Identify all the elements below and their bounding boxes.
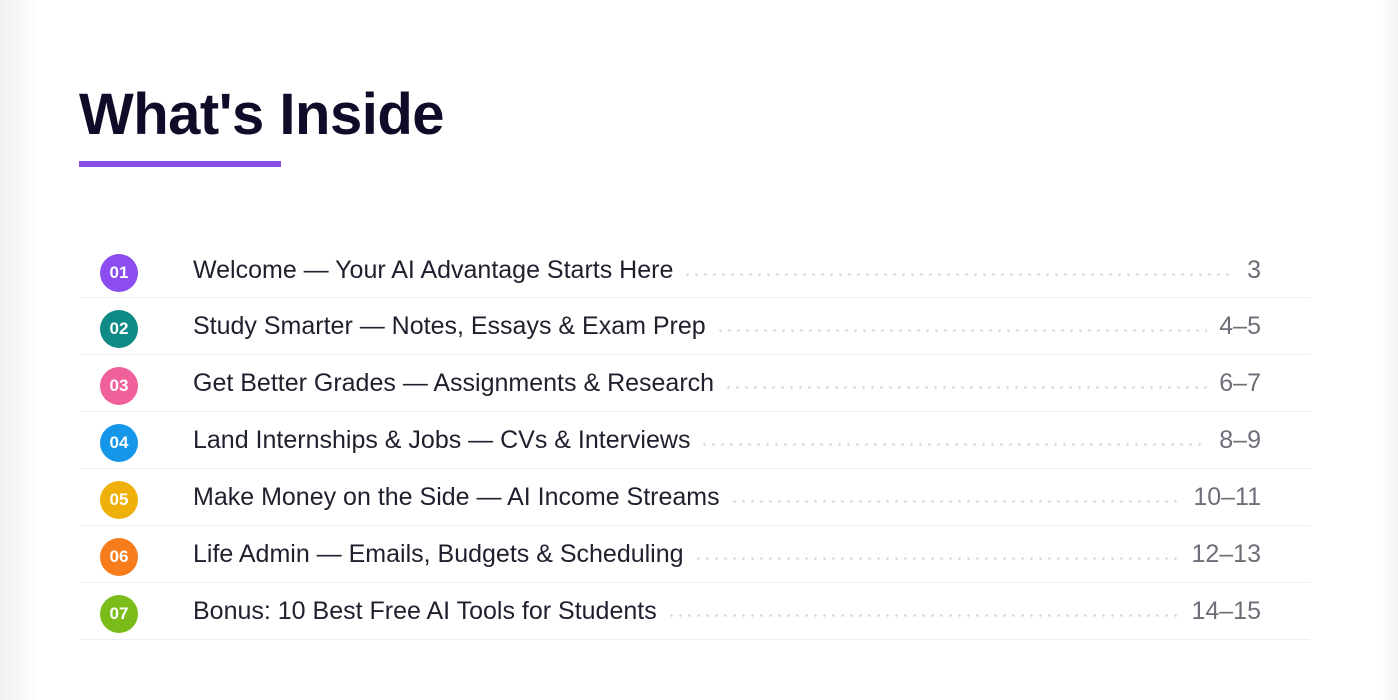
chapter-number-badge: 02 [100, 310, 138, 348]
title-underline [79, 161, 281, 167]
toc-entry-line [193, 422, 1261, 458]
chapter-number-badge: 06 [100, 538, 138, 576]
chapter-title: Land Internships & Jobs — CVs & Interviews [193, 425, 691, 454]
toc-entry-line [193, 479, 1261, 515]
toc-entry-01[interactable] [80, 242, 1310, 298]
page-range: 10–11 [1193, 482, 1261, 511]
page-range: 8–9 [1219, 425, 1261, 454]
chapter-title: Get Better Grades — Assignments & Research [193, 368, 715, 397]
chapter-title: Make Money on the Side — AI Income Streams [193, 482, 720, 511]
toc-entry-line [193, 593, 1261, 629]
dot-leader [683, 273, 1235, 276]
chapter-number-badge: 04 [100, 424, 138, 462]
toc-entry-06[interactable] [80, 526, 1310, 583]
toc-entry-line [193, 365, 1261, 401]
chapter-number-badge: 01 [100, 254, 138, 292]
toc-entry-04[interactable] [80, 412, 1310, 469]
page-range: 14–15 [1191, 596, 1261, 625]
page-range: 12–13 [1191, 539, 1261, 568]
toc-entry-05[interactable] [80, 469, 1310, 526]
chapter-title: Study Smarter — Notes, Essays & Exam Prep [193, 311, 706, 340]
dot-leader [716, 329, 1208, 332]
chapter-title: Bonus: 10 Best Free AI Tools for Students [193, 596, 657, 625]
chapter-title: Welcome — Your AI Advantage Starts Here [193, 255, 674, 284]
chapter-title: Life Admin — Emails, Budgets & Scheduling [193, 539, 684, 568]
dot-leader [694, 557, 1180, 560]
toc-entry-02[interactable] [80, 298, 1310, 355]
toc-entry-line [193, 536, 1261, 572]
chapter-number-badge: 05 [100, 481, 138, 519]
toc-entry-03[interactable] [80, 355, 1310, 412]
chapter-number-badge: 07 [100, 595, 138, 633]
chapter-number-badge: 03 [100, 367, 138, 405]
toc-entry-line [193, 252, 1261, 288]
page-range: 6–7 [1219, 368, 1261, 397]
dot-leader [724, 386, 1207, 389]
table-of-contents [80, 242, 1310, 640]
toc-entry-07[interactable] [80, 583, 1310, 640]
page-title: What's Inside [79, 82, 445, 147]
page-range: 3 [1247, 255, 1261, 284]
dot-leader [730, 500, 1182, 503]
toc-entry-line [193, 308, 1261, 344]
dot-leader [667, 614, 1180, 617]
page-range: 4–5 [1219, 311, 1261, 340]
dot-leader [700, 443, 1207, 446]
